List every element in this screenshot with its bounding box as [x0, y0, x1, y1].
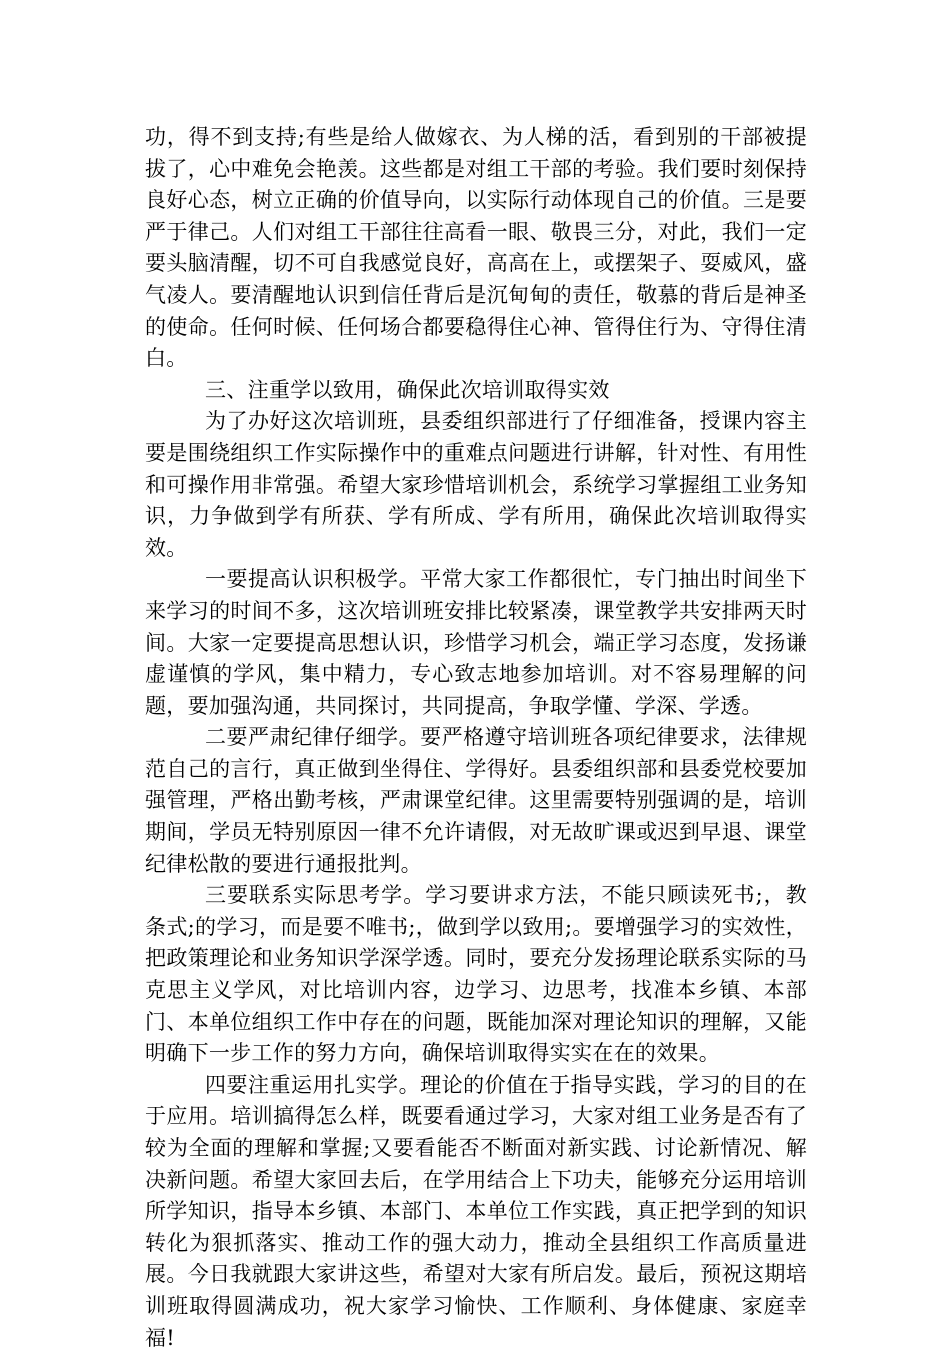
paragraph-continuation: 功，得不到支持;有些是给人做嫁衣、为人梯的活，看到别的干部被提拔了，心中难免会艳羡。这些都是对组工干部的考验。我们要时刻保持良好心态，树立正确的价值导向，以实际行动体现自己的价值。三是要严于律己。人们对组工干部往往高看一眼、敬畏三分，对此，我们一定要头脑清醒，切不可自我感觉良好，高高在上，或摆架子、耍威风，盛气凌人。要清醒地认识到信任背后是沉甸甸的责任，敬慕的背后是神圣的使命。任何时候、任何场合都要稳得住心神、管得住行为、守得住清白。: [145, 125, 807, 371]
paragraph-point-one: 一要提高认识积极学。平常大家工作都很忙，专门抽出时间坐下来学习的时间不多，这次培训班安排比较紧凑，课堂教学共安排两天时间。大家一定要提高思想认识，珍惜学习机会，端正学习态度，发扬谦虚谨慎的学风，集中精力，专心致志地参加培训。对不容易理解的问题，要加强沟通，共同探讨，共同提高，争取学懂、学深、学透。: [145, 567, 807, 718]
paragraph-intro: 为了办好这次培训班，县委组织部进行了仔细准备，授课内容主要是围绕组织工作实际操作中的重难点问题进行讲解，针对性、有用性和可操作用非常强。希望大家珍惜培训机会，系统学习掌握组工业务知识，力争做到学有所获、学有所成、学有所用，确保此次培训取得实效。: [145, 409, 807, 560]
paragraph-point-two: 二要严肃纪律仔细学。要严格遵守培训班各项纪律要求，法律规范自己的言行，真正做到坐得住、学得好。县委组织部和县委党校要加强管理，严格出勤考核，严肃课堂纪律。这里需要特别强调的是，培训期间，学员无特别原因一律不允许请假，对无故旷课或迟到早退、课堂纪律松散的要进行通报批判。: [145, 725, 807, 876]
paragraph-point-four: 四要注重运用扎实学。理论的价值在于指导实践，学习的目的在于应用。培训搞得怎么样，既要看通过学习，大家对组工业务是否有了较为全面的理解和掌握;又要看能否不断面对新实践、讨论新情况、解决新问题。希望大家回去后，在学用结合上下功夫，能够充分运用培训所学知识，指导本乡镇、本部门、本单位工作实践，真正把学到的知识转化为狠抓落实、推动工作的强大动力，推动全县组织工作高质量进展。今日我就跟大家讲这些，希望对大家有所启发。最后，预祝这期培训班取得圆满成功，祝大家学习愉快、工作顺利、身体健康、家庭幸福!: [145, 1072, 807, 1350]
document-page: [145, 122, 807, 1354]
paragraph-point-three: 三要联系实际思考学。学习要讲求方法，不能只顾读死书;，教条式;的学习，而是要不唯书;，做到学以致用;。要增强学习的实效性，把政策理论和业务知识学深学透。同时，要充分发扬理论联系实际的马克思主义学风，对比培训内容，边学习、边思考，找准本乡镇、本部门、本单位组织工作中存在的问题，既能加深对理论知识的理解，又能明确下一步工作的努力方向，确保培训取得实实在在的效果。: [145, 883, 807, 1066]
section-heading: 三、注重学以致用，确保此次培训取得实效: [205, 377, 610, 402]
